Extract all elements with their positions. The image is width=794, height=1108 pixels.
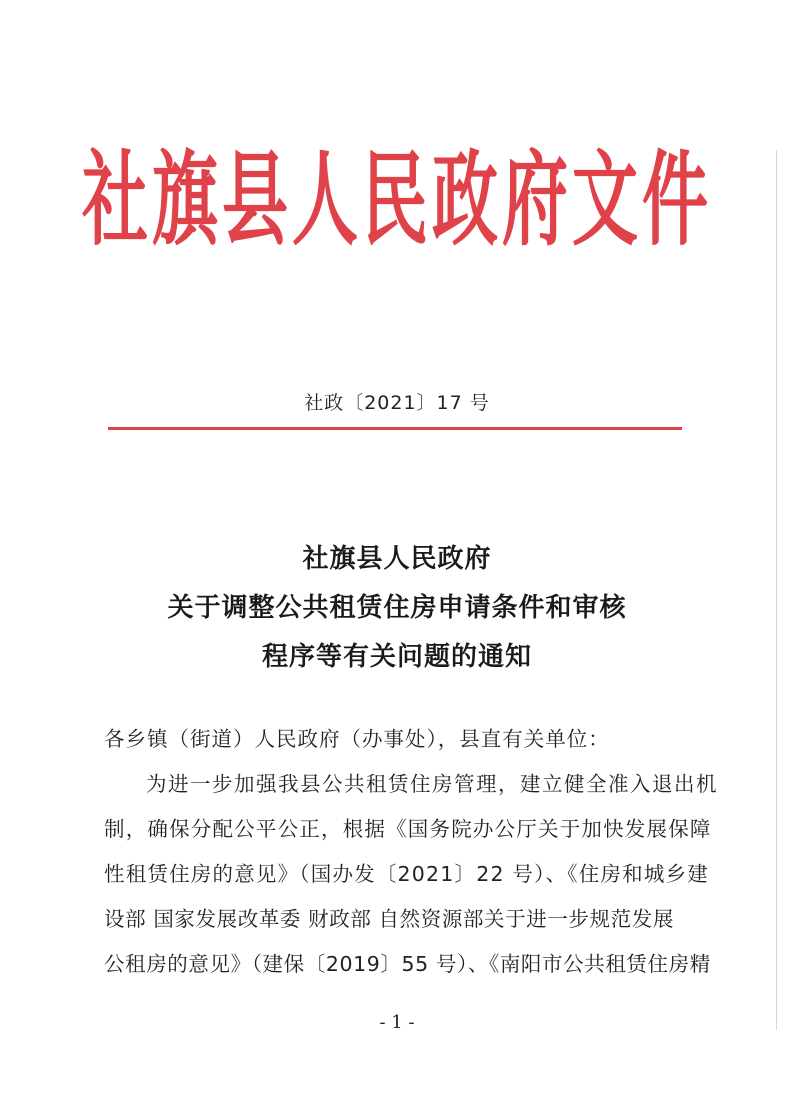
notice-title-line-1: 社旗县人民政府 — [302, 544, 492, 574]
salutation: 各乡镇（街道）人民政府（办事处），县直有关单位： — [104, 727, 610, 751]
red-divider-line — [108, 427, 682, 430]
body-line-2: 制，确保分配公平公正，根据《国务院办公厅关于加快发展保障 — [104, 817, 712, 841]
document-number: 社政〔2021〕17 号 — [304, 392, 490, 414]
body-line-3: 性租赁住房的意见》（国办发〔2021〕22 号）、《住房和城乡建 — [104, 862, 709, 886]
body-line-5: 公租房的意见》（建保〔2019〕55 号）、《南阳市公共租赁住房精 — [104, 952, 711, 976]
notice-title-line-2: 关于调整公共租赁住房申请条件和审核 — [167, 593, 627, 623]
body-line-4: 设部 国家发展改革委 财政部 自然资源部关于进一步规范发展 — [104, 907, 674, 931]
body-line-1: 为进一步加强我县公共租赁住房管理，建立健全准入退出机 — [146, 772, 718, 796]
page-number: - 1 - — [379, 1012, 415, 1033]
notice-title-line-3: 程序等有关问题的通知 — [261, 642, 532, 672]
masthead-title: 社旗县人民政府文件 — [82, 138, 712, 260]
scan-edge-line — [776, 150, 777, 1030]
